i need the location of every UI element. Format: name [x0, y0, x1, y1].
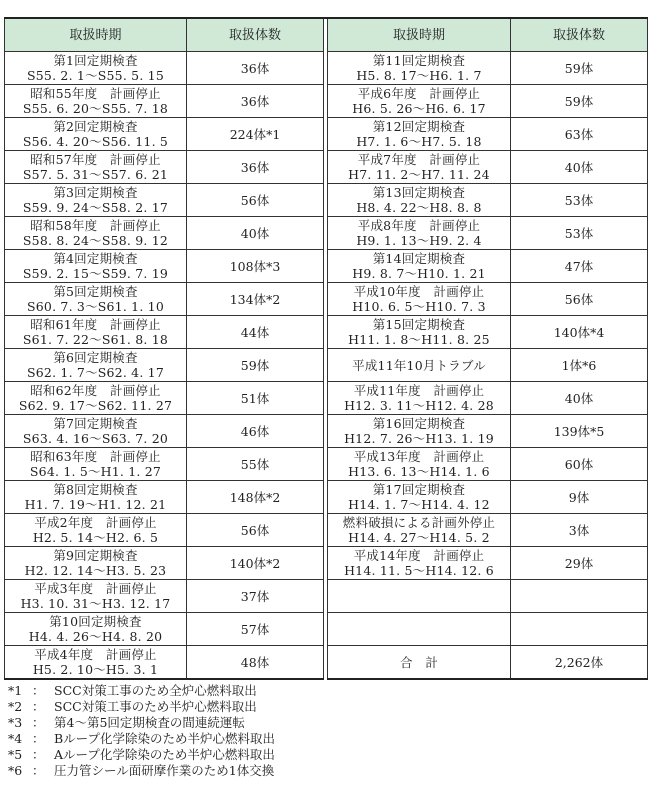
period-dates: H14. 1. 7～H14. 4. 12 [348, 497, 490, 512]
period-dates: H3. 10. 31～H3. 12. 17 [20, 596, 171, 611]
count-cell-right: 56体 [511, 283, 648, 316]
period-cell-right [328, 547, 511, 580]
count-cell-left: 40体 [187, 217, 324, 250]
period-dates: S60. 7. 3～S61. 1. 10 [27, 299, 164, 314]
period-dates: S62. 1. 7～S62. 4. 17 [27, 365, 164, 380]
period-cell-left [5, 382, 187, 415]
table-row [5, 184, 648, 217]
period-cell-right [328, 184, 511, 217]
period-cell-left [5, 316, 187, 349]
table-row [5, 481, 648, 514]
footnote-mark: *2 [8, 699, 23, 714]
period-label: 平成11年度 計画停止 [353, 383, 485, 398]
footnote-separator: ： [32, 747, 45, 762]
period-cell-right [328, 514, 511, 547]
count-cell-left: 46体 [187, 415, 324, 448]
period-label: 平成11年10月トラブル [352, 357, 486, 373]
period-label: 平成14年度 計画停止 [353, 548, 485, 563]
period-cell-right [328, 52, 511, 85]
period-cell-left [5, 151, 187, 184]
fuel-handling-table [4, 17, 648, 680]
period-label: 第11回定期検査 [372, 53, 466, 68]
period-label: 燃料破損による計画外停止 [342, 515, 496, 530]
table-row [5, 646, 648, 680]
period-dates: S56. 4. 20～S56. 11. 5 [22, 134, 169, 149]
footnote-mark: *5 [8, 747, 23, 762]
table-row [5, 349, 648, 382]
count-cell-right: 3体 [511, 514, 648, 547]
period-dates: H7. 1. 6～H7. 5. 18 [356, 134, 482, 149]
period-dates: H8. 4. 22～H8. 8. 8 [356, 200, 482, 215]
table-row [5, 52, 648, 85]
footnote-separator: ： [32, 715, 45, 730]
period-cell-right [328, 481, 511, 514]
period-cell-right [328, 448, 511, 481]
footnote-separator: ： [32, 763, 45, 778]
footnote-separator: ： [32, 731, 45, 746]
footnote [8, 699, 275, 715]
count-cell-left: 55体 [187, 448, 324, 481]
period-label: 第16回定期検査 [372, 416, 466, 431]
count-cell-left: 48体 [187, 646, 324, 680]
period-label: 平成3年度 計画停止 [34, 581, 157, 596]
period-label: 平成4年度 計画停止 [34, 647, 157, 662]
table-row [5, 580, 648, 613]
count-cell-left: 134体*2 [187, 283, 324, 316]
count-cell-right: 139体*5 [511, 415, 648, 448]
period-dates: H12. 3. 11～H12. 4. 28 [344, 398, 494, 413]
period-cell-right [328, 613, 511, 646]
period-dates: H13. 6. 13～H14. 1. 6 [348, 464, 490, 479]
table-row [5, 613, 648, 646]
period-label: 平成7年度 計画停止 [357, 152, 481, 167]
period-label: 第5回定期検査 [53, 284, 138, 299]
footnote [8, 683, 275, 699]
period-dates: H9. 8. 7～H10. 1. 21 [352, 266, 486, 281]
footnote-separator: ： [32, 699, 45, 714]
period-cell-left [5, 547, 187, 580]
footnote-mark: *4 [8, 731, 23, 746]
period-cell-left [5, 184, 187, 217]
count-cell-left: 36体 [187, 52, 324, 85]
count-cell-left: 148体*2 [187, 481, 324, 514]
footnote-text: 第4～第5回定期検査の間連続運転 [54, 715, 245, 730]
period-dates: H6. 5. 26～H6. 6. 17 [352, 101, 486, 116]
period-cell-left [5, 514, 187, 547]
count-cell-left: 44体 [187, 316, 324, 349]
period-label: 第8回定期検査 [53, 482, 138, 497]
period-cell-left [5, 118, 187, 151]
period-dates: S63. 4. 16～S63. 7. 20 [22, 431, 169, 446]
period-label: 第15回定期検査 [372, 317, 466, 332]
header-period-right: 取扱時期 [328, 18, 511, 52]
period-label: 第3回定期検査 [53, 185, 138, 200]
period-label: 第13回定期検査 [372, 185, 466, 200]
period-dates: S64. 1. 5～H1. 1. 27 [29, 464, 162, 479]
period-cell-left [5, 217, 187, 250]
period-label: 昭和55年度 計画停止 [30, 86, 161, 101]
period-label: 平成6年度 計画停止 [357, 86, 481, 101]
footnote-mark: *6 [8, 763, 23, 778]
table-row [5, 448, 648, 481]
period-cell-left [5, 481, 187, 514]
footnote [8, 747, 275, 763]
period-label: 第12回定期検査 [372, 119, 466, 134]
period-cell-right [328, 217, 511, 250]
period-dates: H9. 1. 13～H9. 2. 4 [356, 233, 482, 248]
footnote-text: SCC対策工事のため半炉心燃料取出 [54, 699, 257, 714]
period-dates: H2. 12. 14～H3. 5. 23 [24, 563, 167, 578]
period-cell-left [5, 646, 187, 680]
footnote [8, 731, 275, 747]
period-dates: H14. 4. 27～H14. 5. 2 [348, 530, 490, 545]
count-cell-right: 1体*6 [511, 349, 648, 382]
period-cell-right [328, 646, 511, 680]
period-cell-right [328, 250, 511, 283]
table-row [5, 382, 648, 415]
period-label: 昭和62年度 計画停止 [30, 383, 161, 398]
period-label: 平成8年度 計画停止 [357, 218, 481, 233]
period-label: 第9回定期検査 [53, 548, 138, 563]
period-dates: S57. 5. 31～S57. 6. 21 [22, 167, 169, 182]
period-label: 第14回定期検査 [372, 251, 466, 266]
period-label: 第2回定期検査 [53, 119, 138, 134]
period-dates: H7. 11. 2～H7. 11. 24 [348, 167, 490, 182]
count-cell-right: 60体 [511, 448, 648, 481]
count-cell-left: 59体 [187, 349, 324, 382]
count-cell-right [511, 613, 648, 646]
table-row [5, 514, 648, 547]
header-period-left: 取扱時期 [5, 18, 187, 52]
table-row [5, 118, 648, 151]
count-cell-right: 53体 [511, 217, 648, 250]
period-dates: H11. 1. 8～H11. 8. 25 [348, 332, 490, 347]
period-cell-right [328, 349, 511, 382]
count-cell-right: 59体 [511, 85, 648, 118]
footnote-text: Bループ化学除染のため半炉心燃料取出 [54, 731, 276, 746]
table-row [5, 316, 648, 349]
period-dates: H10. 6. 5～H10. 7. 3 [352, 299, 486, 314]
footnote [8, 715, 275, 731]
count-cell-right: 47体 [511, 250, 648, 283]
count-cell-right: 2,262体 [511, 646, 648, 680]
header-count-right: 取扱体数 [511, 18, 648, 52]
footnotes [8, 683, 275, 779]
period-cell-left [5, 283, 187, 316]
count-cell-left: 37体 [187, 580, 324, 613]
period-dates: H14. 11. 5～H14. 12. 6 [344, 563, 494, 578]
period-label: 第6回定期検査 [53, 350, 138, 365]
count-cell-left: 36体 [187, 85, 324, 118]
period-dates: S61. 7. 22～S61. 8. 18 [22, 332, 169, 347]
period-cell-left [5, 448, 187, 481]
period-label: 昭和63年度 計画停止 [30, 449, 161, 464]
count-cell-right [511, 580, 648, 613]
period-label: 合 計 [399, 654, 439, 670]
period-dates: S55. 6. 20～S55. 7. 18 [22, 101, 169, 116]
table-row [5, 217, 648, 250]
period-cell-left [5, 85, 187, 118]
period-cell-left [5, 613, 187, 646]
period-label: 第4回定期検査 [53, 251, 138, 266]
period-dates: H5. 8. 17～H6. 1. 7 [356, 68, 482, 83]
period-cell-left [5, 52, 187, 85]
count-cell-right: 40体 [511, 382, 648, 415]
period-cell-right [328, 118, 511, 151]
period-label: 昭和57年度 計画停止 [30, 152, 161, 167]
period-label: 第17回定期検査 [372, 482, 466, 497]
period-dates: H1. 7. 19～H1. 12. 21 [24, 497, 167, 512]
period-dates: S58. 8. 24～S58. 9. 12 [22, 233, 169, 248]
period-label: 昭和58年度 計画停止 [30, 218, 161, 233]
footnote-mark: *1 [8, 683, 23, 698]
period-cell-left [5, 580, 187, 613]
period-dates: S59. 2. 15～S59. 7. 19 [22, 266, 169, 281]
table-row [5, 415, 648, 448]
table-row [5, 85, 648, 118]
count-cell-right: 40体 [511, 151, 648, 184]
period-cell-right [328, 283, 511, 316]
period-dates: S55. 2. 1～S55. 5. 15 [27, 68, 164, 83]
period-cell-right [328, 85, 511, 118]
count-cell-right: 29体 [511, 547, 648, 580]
count-cell-right: 140体*4 [511, 316, 648, 349]
count-cell-left: 108体*3 [187, 250, 324, 283]
period-cell-right [328, 580, 511, 613]
period-dates: H2. 5. 14～H2. 6. 5 [32, 530, 159, 545]
count-cell-right: 53体 [511, 184, 648, 217]
period-cell-right [328, 316, 511, 349]
period-cell-left [5, 349, 187, 382]
period-cell-right [328, 151, 511, 184]
header-count-left: 取扱体数 [187, 18, 324, 52]
count-cell-left: 51体 [187, 382, 324, 415]
footnote [8, 763, 275, 779]
period-dates: H12. 7. 26～H13. 1. 19 [344, 431, 494, 446]
period-dates: H4. 4. 26～H4. 8. 20 [28, 629, 163, 644]
footnote-text: Aループ化学除染のため半炉心燃料取出 [54, 747, 275, 762]
table-row [5, 250, 648, 283]
period-dates: S62. 9. 17～S62. 11. 27 [18, 398, 173, 413]
period-label: 第10回定期検査 [49, 614, 142, 629]
period-cell-right [328, 415, 511, 448]
period-dates: S59. 9. 24～S58. 2. 17 [22, 200, 169, 215]
period-dates: H5. 2. 10～H5. 3. 1 [32, 662, 159, 677]
count-cell-right: 63体 [511, 118, 648, 151]
count-cell-right: 59体 [511, 52, 648, 85]
period-cell-right [328, 382, 511, 415]
period-label: 平成2年度 計画停止 [34, 515, 157, 530]
footnote-text: 圧力管シール面研摩作業のため1体交換 [54, 763, 275, 778]
count-cell-left: 56体 [187, 184, 324, 217]
period-cell-left [5, 415, 187, 448]
period-cell-left [5, 250, 187, 283]
count-cell-left: 140体*2 [187, 547, 324, 580]
period-label: 第1回定期検査 [53, 53, 138, 68]
table-row [5, 283, 648, 316]
table-row [5, 547, 648, 580]
header-row [5, 18, 648, 52]
footnote-separator: ： [32, 683, 45, 698]
period-label: 平成10年度 計画停止 [353, 284, 485, 299]
count-cell-left: 56体 [187, 514, 324, 547]
period-label: 平成13年度 計画停止 [353, 449, 485, 464]
footnote-text: SCC対策工事のため全炉心燃料取出 [54, 683, 257, 698]
count-cell-left: 224体*1 [187, 118, 324, 151]
period-label: 第7回定期検査 [53, 416, 138, 431]
footnote-mark: *3 [8, 715, 23, 730]
period-label: 昭和61年度 計画停止 [30, 317, 161, 332]
table-row [5, 151, 648, 184]
count-cell-left: 36体 [187, 151, 324, 184]
count-cell-left: 57体 [187, 613, 324, 646]
count-cell-right: 9体 [511, 481, 648, 514]
